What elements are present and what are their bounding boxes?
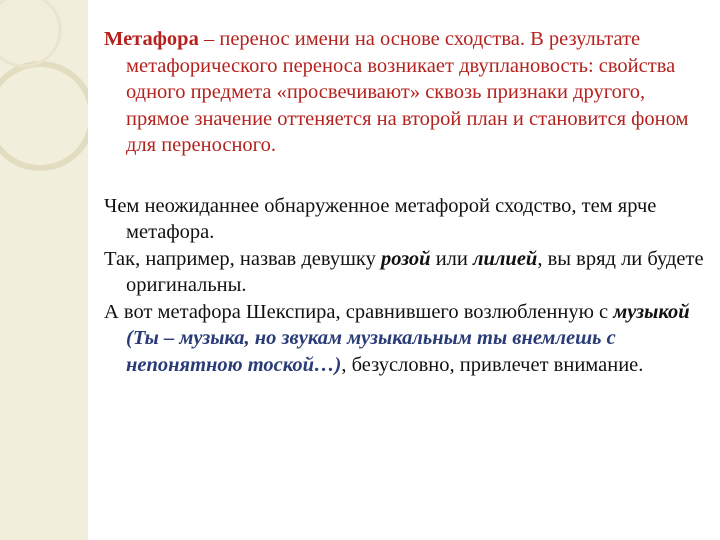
paragraph-unexpected: Чем неожиданнее обнаруженное метафорой сходство, тем ярче метафора. [104, 194, 657, 243]
shakespeare-text-after: , безусловно, привлечет внимание. [341, 353, 644, 376]
paragraph-shakespeare [104, 299, 704, 379]
example-word-lily: лилией [472, 247, 538, 270]
decorative-circle-large [0, 64, 88, 168]
slide-content [104, 26, 704, 378]
decorative-circles [0, 0, 88, 540]
example-text-before: Так, например, назвав девушку [104, 247, 381, 270]
term-metaphor: Метафора [104, 28, 199, 50]
paragraph-gap [104, 159, 704, 193]
paragraph-definition [104, 26, 704, 159]
paragraph-example [104, 246, 704, 299]
decorative-side-band [0, 0, 88, 540]
example-word-rose: розой [380, 247, 431, 270]
decorative-circle-small [0, 0, 60, 66]
example-text-after: , вы вряд ли будете оригинальны. [126, 247, 704, 296]
shakespeare-text-before: А вот метафора Шекспира, сравнившего возлюбленную с [104, 300, 614, 323]
shakespeare-word-music: музыкой [613, 300, 690, 323]
shakespeare-quote: (Ты – музыка, но звукам музыкальным ты внемлешь с непонятною тоской…) [126, 327, 616, 376]
definition-text: – перенос имени на основе сходства. В результате метафорического переноса возникает двуплановость: свойства одного предмета «просвечивают» сквозь признаки другого, прямое значение оттеняется на второй план и становится фоном для переносного. [126, 28, 689, 156]
example-text-middle: или [430, 247, 473, 270]
